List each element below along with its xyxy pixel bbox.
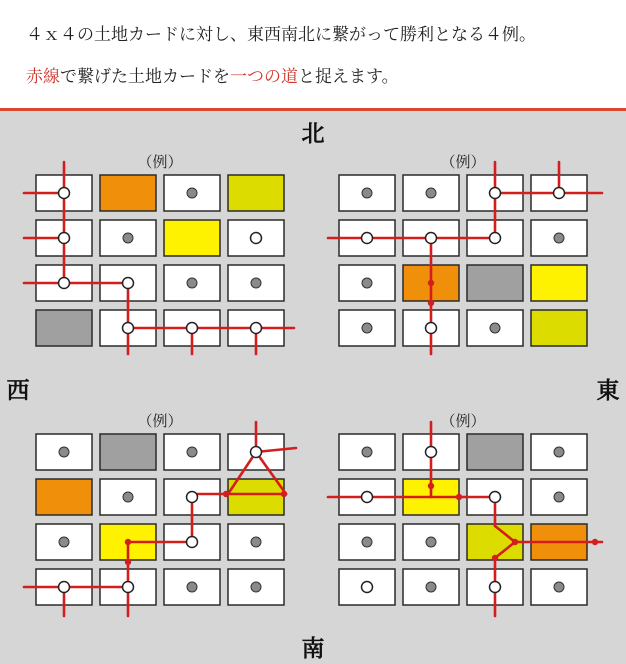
open-node	[251, 233, 262, 244]
open-node	[251, 323, 262, 334]
open-node	[362, 582, 373, 593]
open-node	[490, 188, 501, 199]
description-line-1: ４ｘ４の土地カードに対し、東西南北に繋がって勝利となる４例。	[26, 25, 536, 45]
land-card	[531, 265, 587, 301]
open-node	[554, 188, 565, 199]
gray-node	[187, 582, 197, 592]
land-card	[100, 434, 156, 470]
gray-node	[59, 447, 69, 457]
direction-east: 東	[596, 378, 620, 404]
land-card	[467, 434, 523, 470]
land-card	[100, 175, 156, 211]
example-label: （例）	[440, 153, 486, 171]
gray-node	[187, 447, 197, 457]
land-card	[531, 310, 587, 346]
land-card	[164, 220, 220, 256]
road-junction	[592, 539, 598, 545]
gray-node	[426, 188, 436, 198]
road-junction	[428, 483, 434, 489]
open-node	[490, 233, 501, 244]
open-node	[187, 492, 198, 503]
direction-north: 北	[301, 121, 325, 147]
road-junction	[223, 491, 229, 497]
road-junction	[492, 555, 498, 561]
gray-node	[251, 278, 261, 288]
open-node	[426, 233, 437, 244]
open-node	[59, 582, 70, 593]
open-node	[123, 278, 134, 289]
example-top-left	[24, 153, 294, 354]
example-bottom-left	[24, 412, 296, 616]
example-label: （例）	[440, 412, 486, 430]
land-card	[228, 175, 284, 211]
open-node	[187, 323, 198, 334]
road-junction	[512, 539, 518, 545]
land-card	[228, 479, 284, 515]
direction-west: 西	[6, 378, 30, 404]
example-bottom-right	[328, 412, 602, 616]
open-node	[59, 233, 70, 244]
open-node	[490, 492, 501, 503]
gray-node	[187, 188, 197, 198]
gray-node	[362, 188, 372, 198]
gray-node	[554, 233, 564, 243]
gray-node	[123, 233, 133, 243]
open-node	[59, 188, 70, 199]
road-junction	[125, 539, 131, 545]
open-node	[426, 323, 437, 334]
example-top-right	[328, 153, 602, 354]
gray-node	[362, 447, 372, 457]
gray-node	[251, 582, 261, 592]
gray-node	[251, 537, 261, 547]
direction-south: 南	[301, 636, 325, 662]
open-node	[490, 582, 501, 593]
gray-node	[59, 537, 69, 547]
open-node	[187, 537, 198, 548]
example-label: （例）	[137, 153, 183, 171]
example-label: （例）	[137, 412, 183, 430]
land-card	[36, 479, 92, 515]
gray-node	[362, 278, 372, 288]
gray-node	[426, 582, 436, 592]
open-node	[123, 582, 134, 593]
open-node	[362, 492, 373, 503]
open-node	[59, 278, 70, 289]
road-junction	[428, 280, 434, 286]
red-line-term: 赤線	[26, 67, 60, 87]
road-junction	[125, 559, 131, 565]
gray-node	[554, 447, 564, 457]
gray-node	[490, 323, 500, 333]
gray-node	[362, 537, 372, 547]
one-road-term: 一つの道	[230, 67, 298, 87]
road-junction	[428, 300, 434, 306]
land-card	[36, 310, 92, 346]
gray-node	[426, 537, 436, 547]
land-card	[467, 265, 523, 301]
description-text-b: と捉えます。	[298, 67, 399, 87]
open-node	[362, 233, 373, 244]
gray-node	[187, 278, 197, 288]
gray-node	[554, 492, 564, 502]
gray-node	[362, 323, 372, 333]
gray-node	[123, 492, 133, 502]
gray-node	[554, 582, 564, 592]
description-text-a: で繋げた土地カードを	[60, 67, 230, 87]
open-node	[251, 447, 262, 458]
open-node	[426, 447, 437, 458]
road-junction	[281, 491, 287, 497]
road-junction	[456, 494, 462, 500]
open-node	[123, 323, 134, 334]
